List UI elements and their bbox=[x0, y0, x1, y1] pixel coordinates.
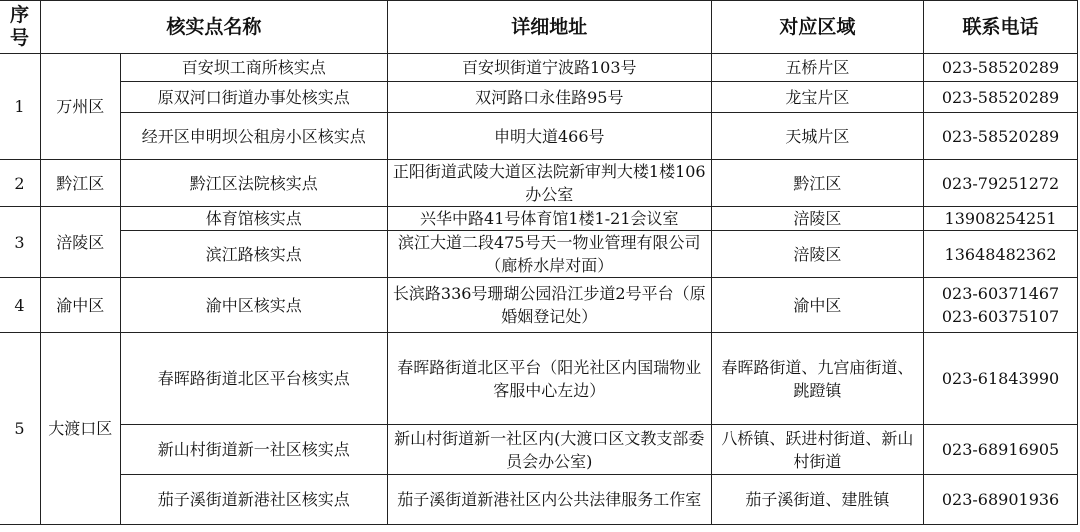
cell-address: 茄子溪街道新港社区内公共法律服务工作室 bbox=[387, 475, 711, 525]
cell-site-name: 茄子溪街道新港社区核实点 bbox=[120, 475, 387, 525]
header-phone: 联系电话 bbox=[924, 1, 1078, 54]
table-row bbox=[0, 113, 1078, 160]
cell-phone bbox=[924, 278, 1078, 333]
cell-phone bbox=[924, 113, 1078, 160]
cell-region: 春晖路街道、九宫庙街道、跳蹬镇 bbox=[711, 333, 923, 425]
phone-number: 13648482362 bbox=[944, 244, 1057, 264]
table-row bbox=[0, 333, 1078, 425]
cell-phone bbox=[924, 160, 1078, 207]
phone-number: 023-58520289 bbox=[941, 126, 1060, 146]
phone-number: 023-68916905 bbox=[941, 440, 1060, 459]
header-site-name: 核实点名称 bbox=[40, 1, 387, 54]
header-address: 详细地址 bbox=[387, 1, 711, 54]
cell-phone bbox=[924, 207, 1078, 231]
table-row bbox=[0, 160, 1078, 207]
cell-region: 黔江区 bbox=[711, 160, 923, 207]
phone-number: 023-60371467 bbox=[941, 284, 1060, 303]
header-row bbox=[0, 1, 1078, 54]
cell-phone bbox=[924, 425, 1078, 475]
phone-number: 023-68901936 bbox=[941, 490, 1060, 509]
cell-district: 黔江区 bbox=[40, 160, 120, 207]
cell-site-name: 渝中区核实点 bbox=[120, 278, 387, 333]
cell-address: 正阳街道武陵大道区法院新审判大楼1楼106办公室 bbox=[387, 160, 711, 207]
cell-site-name: 体育馆核实点 bbox=[120, 207, 387, 231]
phone-number: 023-61843990 bbox=[941, 369, 1060, 388]
table-row bbox=[0, 207, 1078, 231]
cell-address: 长滨路336号珊瑚公园沿江步道2号平台（原婚姻登记处） bbox=[387, 278, 711, 333]
cell-seq: 1 bbox=[0, 54, 40, 160]
cell-site-name: 百安坝工商所核实点 bbox=[120, 54, 387, 82]
cell-site-name: 滨江路核实点 bbox=[120, 231, 387, 278]
cell-phone bbox=[924, 333, 1078, 425]
cell-region: 渝中区 bbox=[711, 278, 923, 333]
cell-site-name: 经开区申明坝公租房小区核实点 bbox=[120, 113, 387, 160]
table-row bbox=[0, 278, 1078, 333]
cell-region: 茄子溪街道、建胜镇 bbox=[711, 475, 923, 525]
cell-site-name: 新山村街道新一社区核实点 bbox=[120, 425, 387, 475]
table-row bbox=[0, 54, 1078, 82]
cell-district: 涪陵区 bbox=[40, 207, 120, 278]
cell-region: 五桥片区 bbox=[711, 54, 923, 82]
phone-number: 023-58520289 bbox=[941, 58, 1060, 77]
cell-seq: 5 bbox=[0, 333, 40, 525]
cell-district: 大渡口区 bbox=[40, 333, 120, 525]
table-row bbox=[0, 475, 1078, 525]
cell-district: 万州区 bbox=[40, 54, 120, 160]
cell-address: 双河路口永佳路95号 bbox=[387, 82, 711, 113]
cell-address: 兴华中路41号体育馆1楼1-21会议室 bbox=[387, 207, 711, 231]
phone-number: 023-60375107 bbox=[941, 307, 1060, 326]
cell-address: 春晖路街道北区平台（阳光社区内国瑞物业客服中心左边） bbox=[387, 333, 711, 425]
phone-number: 023-79251272 bbox=[941, 173, 1060, 193]
phone-number: 023-58520289 bbox=[941, 87, 1060, 107]
cell-site-name: 黔江区法院核实点 bbox=[120, 160, 387, 207]
cell-address: 百安坝街道宁波路103号 bbox=[387, 54, 711, 82]
cell-phone bbox=[924, 475, 1078, 525]
cell-district: 渝中区 bbox=[40, 278, 120, 333]
phone-number: 13908254251 bbox=[944, 209, 1057, 228]
cell-site-name: 春晖路街道北区平台核实点 bbox=[120, 333, 387, 425]
cell-site-name: 原双河口街道办事处核实点 bbox=[120, 82, 387, 113]
cell-address: 申明大道466号 bbox=[387, 113, 711, 160]
header-seq: 序号 bbox=[0, 1, 40, 54]
table-body bbox=[0, 54, 1078, 525]
cell-region: 天城片区 bbox=[711, 113, 923, 160]
cell-phone bbox=[924, 231, 1078, 278]
cell-region: 涪陵区 bbox=[711, 231, 923, 278]
cell-address: 新山村街道新一社区内(大渡口区文教支部委员会办公室) bbox=[387, 425, 711, 475]
table-row bbox=[0, 425, 1078, 475]
cell-region: 涪陵区 bbox=[711, 207, 923, 231]
cell-phone bbox=[924, 82, 1078, 113]
cell-region: 龙宝片区 bbox=[711, 82, 923, 113]
cell-seq: 4 bbox=[0, 278, 40, 333]
table-row bbox=[0, 231, 1078, 278]
cell-seq: 3 bbox=[0, 207, 40, 278]
cell-seq: 2 bbox=[0, 160, 40, 207]
table-row bbox=[0, 82, 1078, 113]
cell-phone bbox=[924, 54, 1078, 82]
header-region: 对应区域 bbox=[711, 1, 923, 54]
cell-region: 八桥镇、跃进村街道、新山村街道 bbox=[711, 425, 923, 475]
cell-address: 滨江大道二段475号天一物业管理有限公司（廊桥水岸对面） bbox=[387, 231, 711, 278]
